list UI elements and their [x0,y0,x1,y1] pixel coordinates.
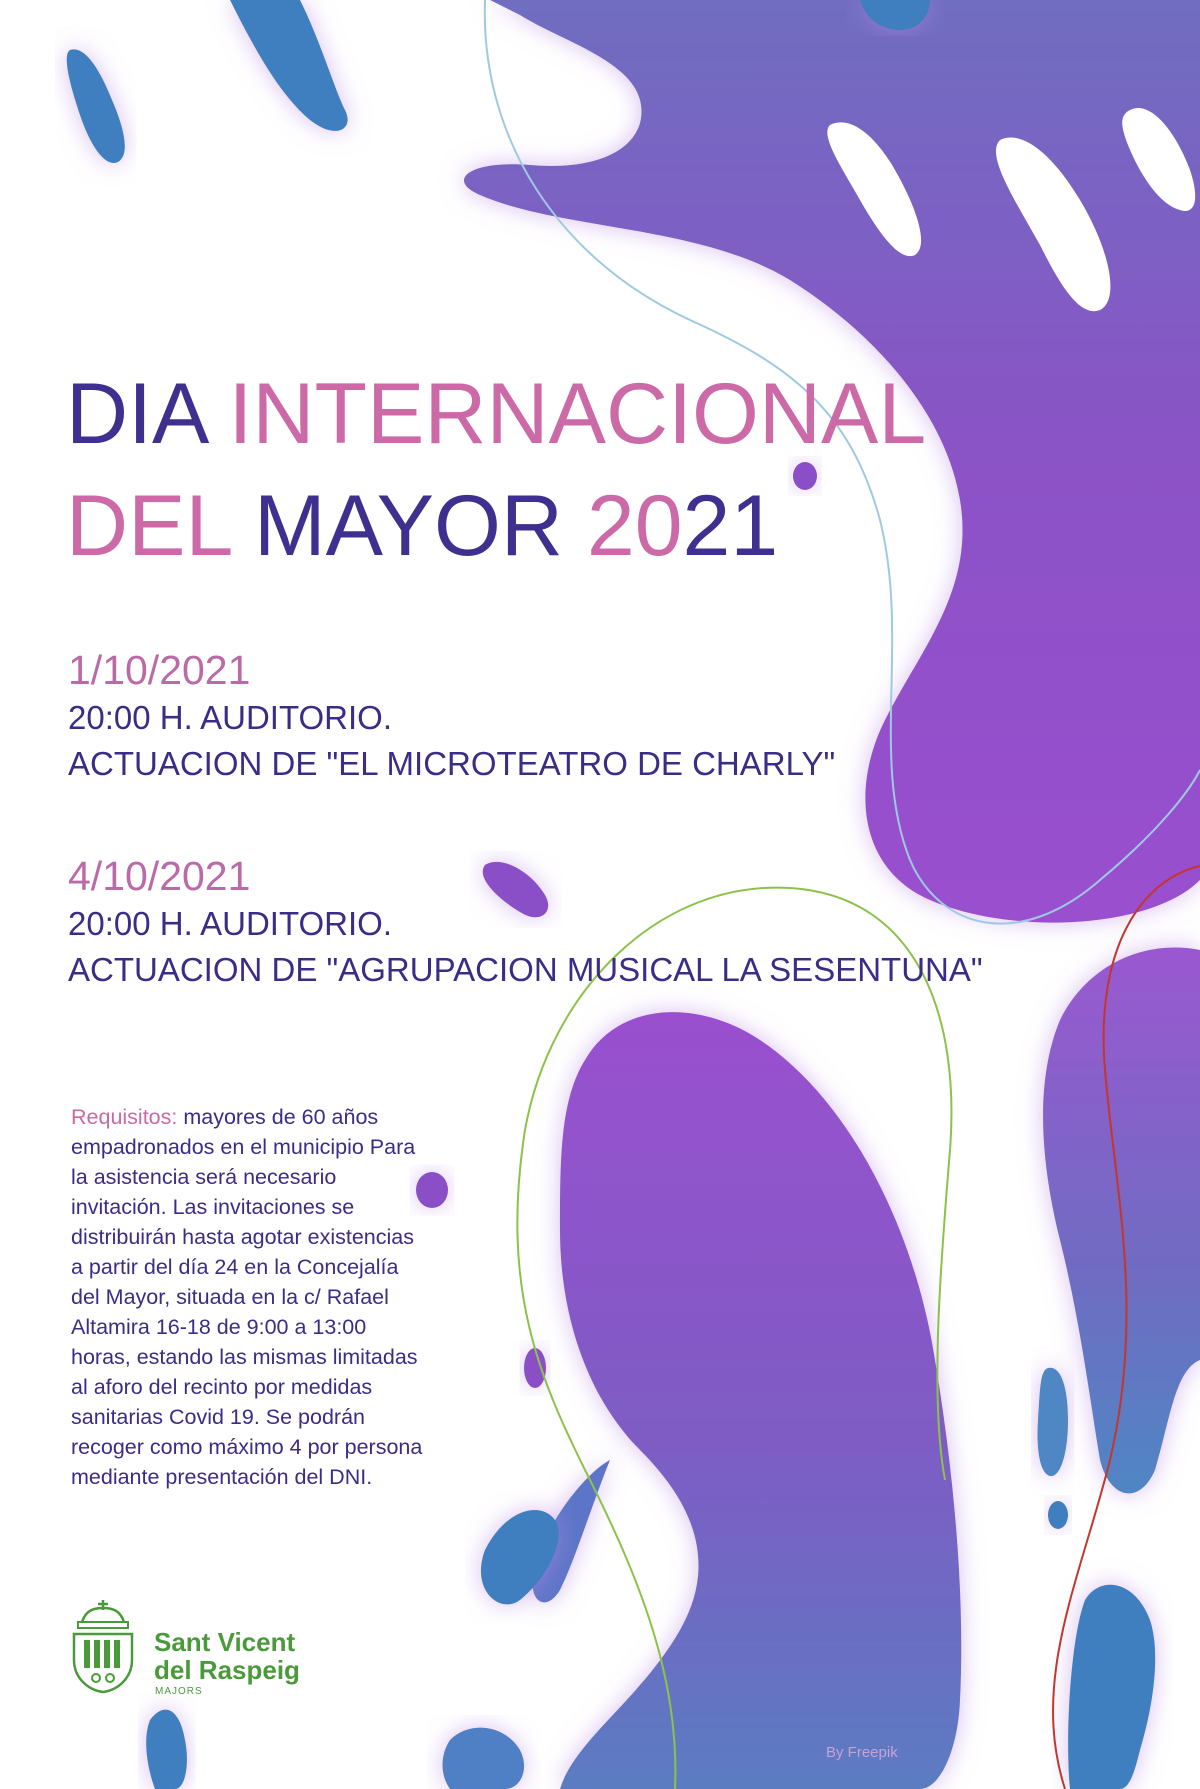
municipality-name-line-1: Sant Vicent [154,1627,296,1657]
event-1-description: ACTUACION DE "EL MICROTEATRO DE CHARLY" [68,745,836,782]
title-year-part2: 21 [682,478,779,574]
image-credit: By Freepik [826,1744,898,1761]
requirements-label: Requisitos: [71,1105,178,1129]
municipality-name-line-2: del Raspeig [154,1655,300,1685]
title-word-mayor: MAYOR [230,478,587,574]
event-1-time-place: 20:00 H. AUDITORIO. [68,699,393,736]
municipality-logo [68,1598,368,1698]
crest-icon [68,1598,138,1694]
title-word-dia: DIA [66,366,205,462]
title-year-part1: 20 [586,478,683,574]
event-1-date: 1/10/2021 [68,647,251,693]
title-word-internacional: INTERNACIONAL [204,366,927,462]
municipality-name [154,1628,300,1684]
requirements-body: mayores de 60 años empadronados en el municipio Para la asistencia será necesario invitación. Las invitaciones se distribuirán hasta agotar existencias a partir del día 24 en la Concejalía del Mayor, situada en la c/ Rafael Altamira 16-18 de 9:00 a 13:00 horas, estando las mismas limitadas al aforo del recinto por medidas sanitarias Covid 19. Se podrán recoger como máximo 4 por persona mediante presentación del DNI. [71,1105,423,1489]
event-1 [68,645,835,787]
title-word-del: DEL [66,478,231,574]
title-line-1 [66,358,926,470]
event-2 [68,851,983,993]
poster-title [66,358,926,582]
municipality-department: MAJORS [155,1686,203,1697]
event-2-time-place: 20:00 H. AUDITORIO. [68,905,393,942]
event-2-date: 4/10/2021 [68,853,251,899]
title-line-2 [66,470,926,582]
requirements-text [71,1102,431,1492]
event-2-description: ACTUACION DE "AGRUPACION MUSICAL LA SESENTUNA" [68,951,983,988]
